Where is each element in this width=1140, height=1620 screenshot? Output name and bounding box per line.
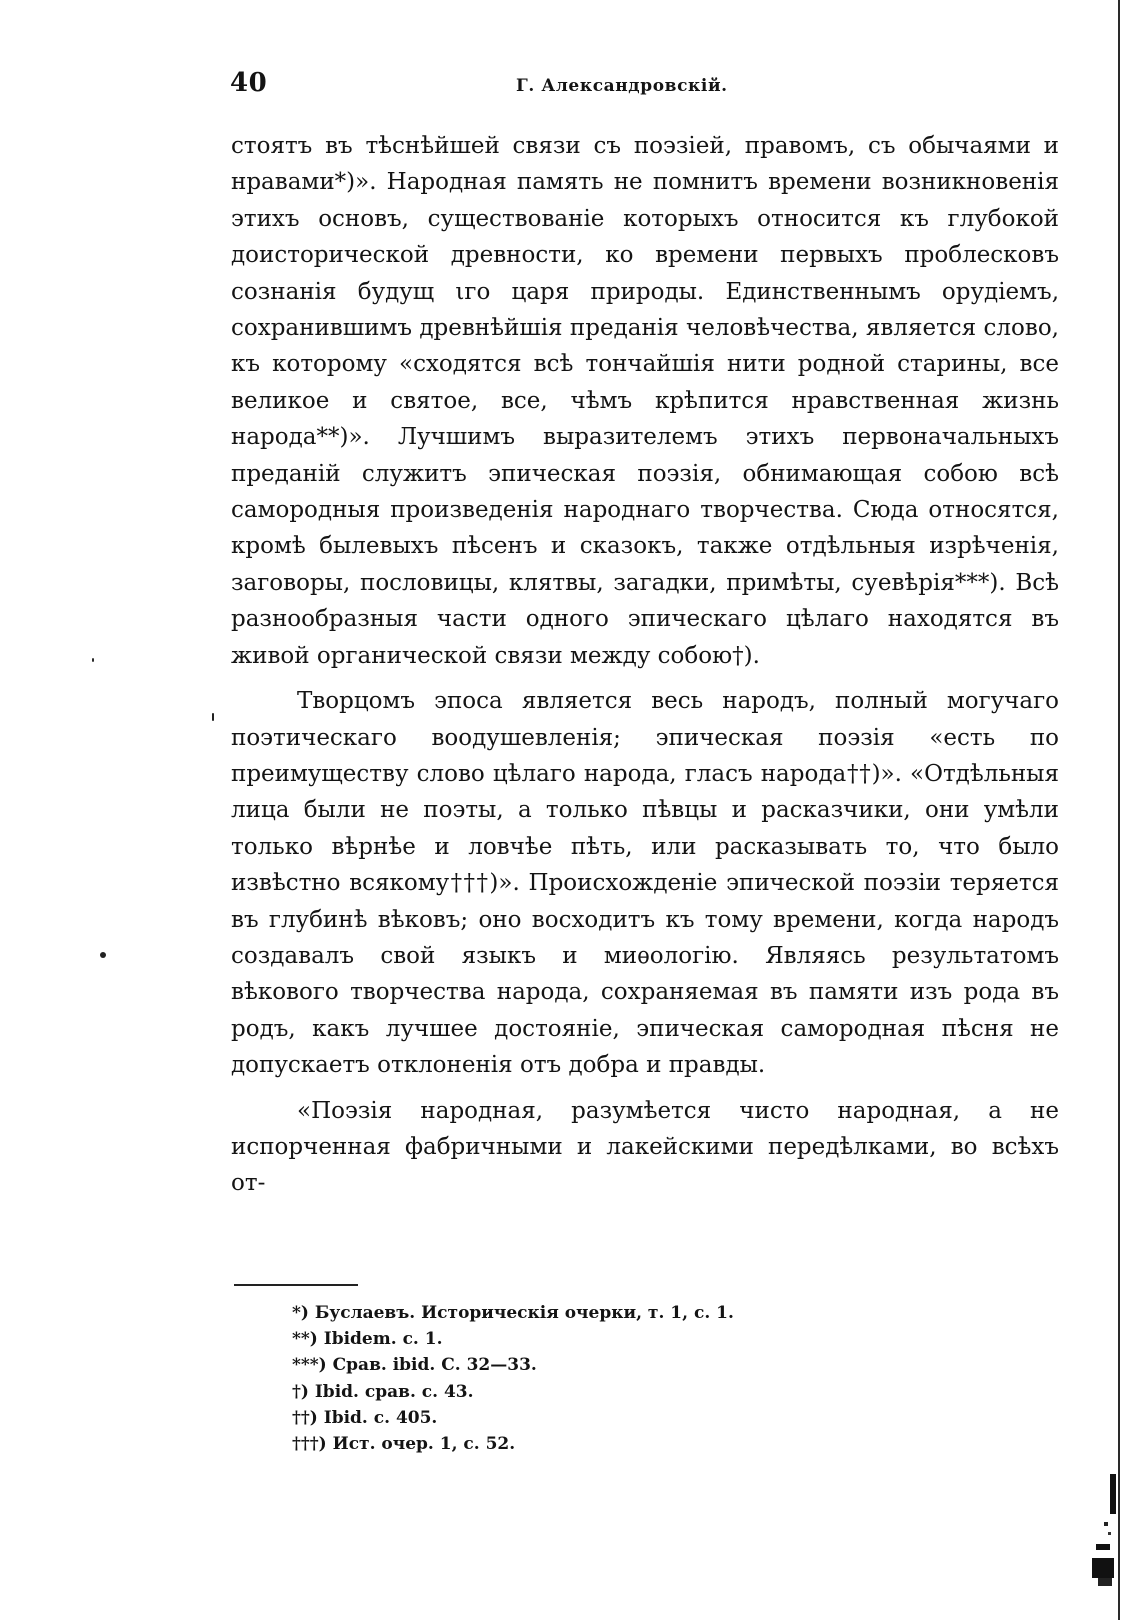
footnote-separator [234,1284,358,1286]
footnote-3: ***) Срав. ibid. С. 32—33. [292,1355,537,1376]
main-text [231,128,1059,1211]
footnotes [292,1300,1012,1457]
scan-edge-artifact [1090,1474,1118,1594]
page-header [226,62,1026,102]
footnote-4: †) Ibid. срав. с. 43. [292,1381,474,1402]
paragraph-2: Творцомъ эпоса является весь народъ, полный могучаго поэтическаго воодушевленія; эпическая поэзія «есть по преимуществу слово цѣлаго народа, гласъ народа††)». «Отдѣльныя лица были не поэты, а только пѣвцы и расказчики, они умѣли только вѣрнѣе и ловчѣе пѣть, или расказывать то, что было извѣстно всякому†††)». Происхожденіе эпической поэзіи теряется въ глубинѣ вѣковъ; оно восходитъ къ тому времени, когда народъ создавалъ свой языкъ и миѳологію. Являясь результатомъ вѣкового творчества народа, сохраняемая въ памяти изъ рода въ родъ, какъ лучшее достояніе, эпическая самородная пѣсня не допускаетъ отклоненія отъ добра и правды. [231,688,1059,1079]
paragraph-1: стоятъ въ тѣснѣйшей связи съ поэзіей, правомъ, съ обычаями и нравами*)». Народная память не помнитъ времени возникновенія этихъ основъ, существованіе которыхъ относится къ глубокой доисторической древности, ко времени первыхъ проблесковъ сознанія будущ ιго царя природы. Единственнымъ орудіемъ, сохранившимъ древнѣйшія преданія человѣчества, является слово, къ которому «сходятся всѣ тончайшія нити родной старины, все великое и святое, все, чѣмъ крѣпится нравственная жизнь народа**)». Лучшимъ выразителемъ этихъ первоначальныхъ преданій служитъ эпическая поэзія, обнимающая собою всѣ самородныя произведенія народнаго творчества. Сюда относятся, кромѣ былевыхъ пѣсенъ и сказокъ, также отдѣльныя изрѣченія, заговоры, пословицы, клятвы, загадки, примѣты, суевѣрія***). Всѣ разнообразныя части одного эпическаго цѣлаго находятся въ живой органической связи между собою†). [231,133,1059,669]
scan-speck [100,952,106,958]
scan-speck [212,713,214,721]
scan-speck [92,658,94,662]
paragraph-3: «Поэзія народная, разумѣется чисто народная, а не испорченная фабричными и лакейскими передѣлками, во всѣхъ от- [231,1097,1059,1197]
footnote-5: ††) Ibid. с. 405. [292,1407,438,1428]
footnote-1: *) Буслаевъ. Историческія очерки, т. 1, с. 1. [292,1303,734,1323]
footnote-2: **) Ibidem. с. 1. [292,1329,443,1350]
page-edge-line [1118,0,1120,1620]
footnote-6: †††) Ист. очер. 1, с. 52. [292,1434,516,1455]
running-head: Г. Александровскій. [516,76,728,96]
page-number: 40 [230,68,268,98]
